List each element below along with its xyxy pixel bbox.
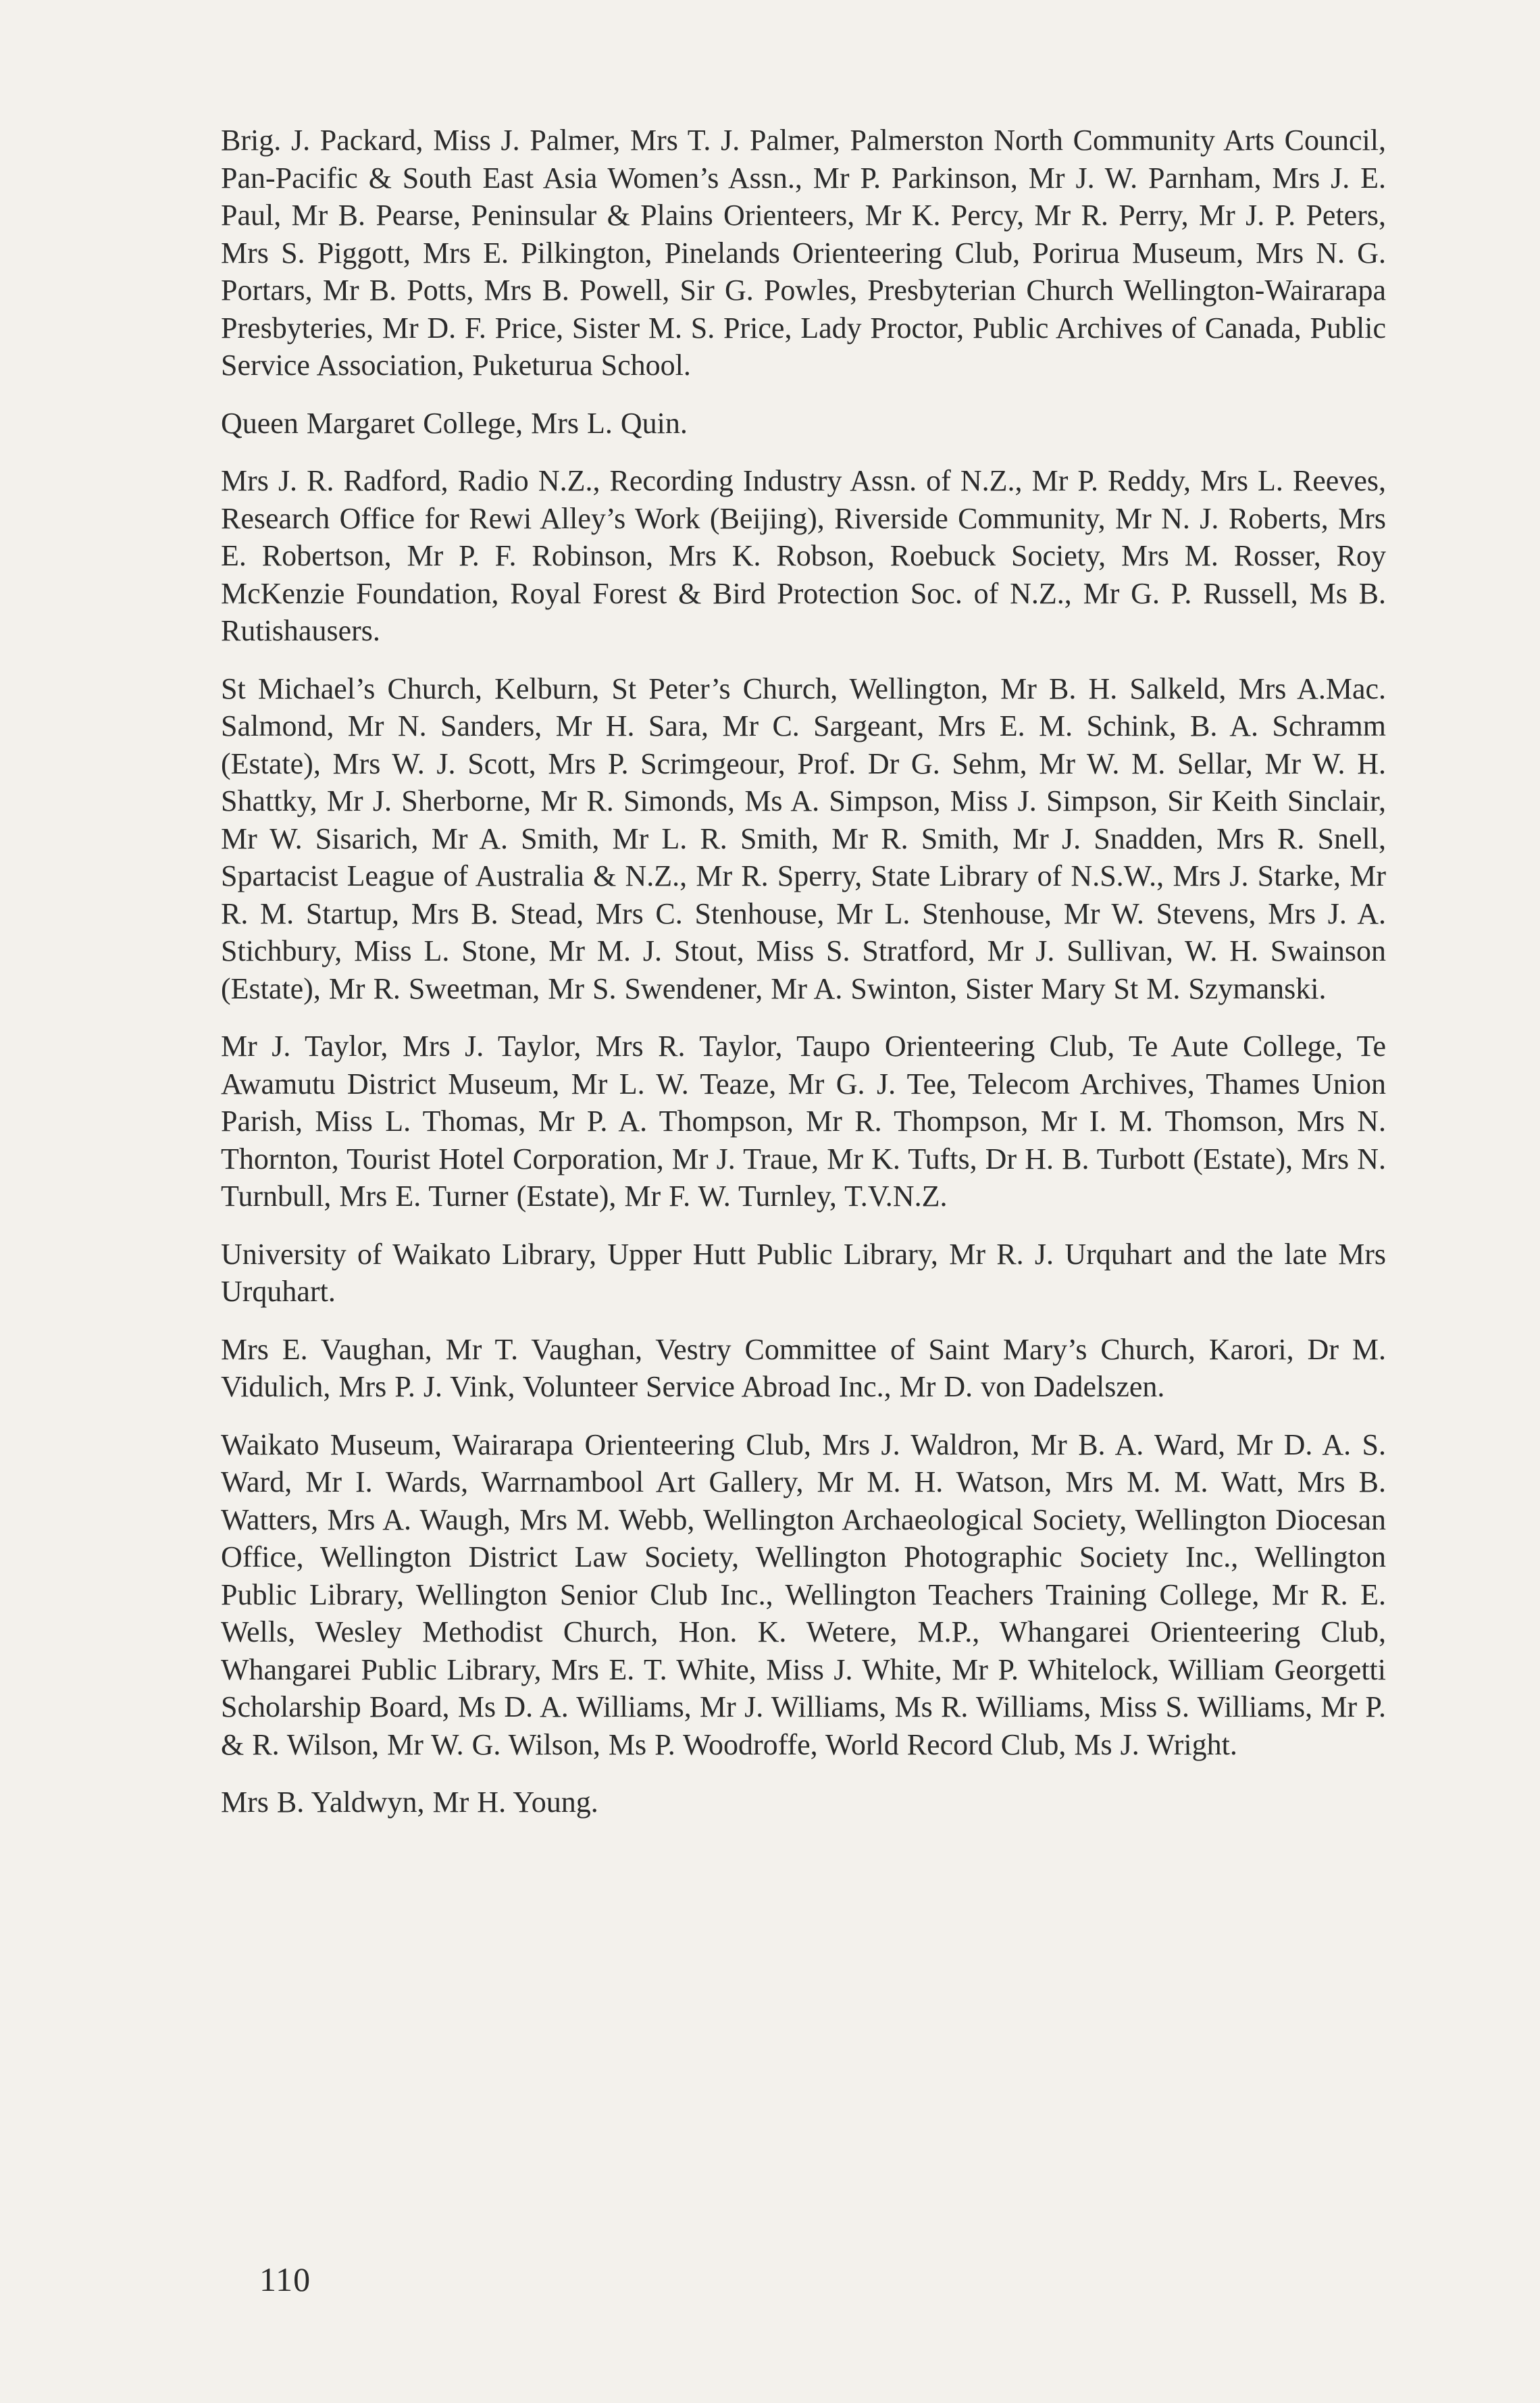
acknowledgements-list (221, 122, 1386, 1842)
paragraph-q: Queen Margaret College, Mrs L. Quin. (221, 406, 688, 440)
paragraph-p: Brig. J. Packard, Miss J. Palmer, Mrs T. J. Palmer, Palmerston North Community Arts Council, Pan-Pacific & South East Asia Women’s Assn., Mr P. Parkinson, Mr J. W. Parnham, Mrs J. E. Paul, Mr B. Pearse, Peninsular & Plains Orienteers, Mr K. Percy, Mr R. Perry, Mr J. P. Peters, Mrs S. Piggott, Mrs E. Pilkington, Pinelands Orienteering Club, Porirua Museum, Mrs N. G. Portars, Mr B. Potts, Mrs B. Powell, Sir G. Powles, Presbyterian Church Wellington-Wairarapa Presbyteries, Mr D. F. Price, Sister M. S. Price, Lady Proctor, Public Archives of Canada, Public Service Association, Puketurua School. (221, 124, 1386, 382)
paragraph-s: St Michael’s Church, Kelburn, St Peter’s Church, Wellington, Mr B. H. Salkeld, Mrs A.Mac. Salmond, Mr N. Sanders, Mr H. Sara, Mr C. Sargeant, Mrs E. M. Schink, B. A. Schramm (Estate), Mrs W. J. Scott, Mrs P. Scrimgeour, Prof. Dr G. Sehm, Mr W. M. Sellar, Mr W. H. Shattky, Mr J. Sherborne, Mr R. Simonds, Ms A. Simpson, Miss J. Simpson, Sir Keith Sinclair, Mr W. Sisarich, Mr A. Smith, Mr L. R. Smith, Mr R. Smith, Mr J. Snadden, Mrs R. Snell, Spartacist League of Australia & N.Z., Mr R. Sperry, State Library of N.S.W., Mrs J. Starke, Mr R. M. Startup, Mrs B. Stead, Mrs C. Stenhouse, Mr L. Stenhouse, Mr W. Stevens, Mrs J. A. Stichbury, Miss L. Stone, Mr M. J. Stout, Miss S. Stratford, Mr J. Sullivan, W. H. Swainson (Estate), Mr R. Sweetman, Mr S. Swendener, Mr A. Swinton, Sister Mary St M. Szymanski. (221, 672, 1386, 1005)
paragraph-y: Mrs B. Yaldwyn, Mr H. Young. (221, 1786, 598, 1819)
paragraph-t: Mr J. Taylor, Mrs J. Taylor, Mrs R. Taylor, Taupo Orienteering Club, Te Aute College, Te Awamutu District Museum, Mr L. W. Teaze, Mr G. J. Tee, Telecom Archives, Thames Union Parish, Miss L. Thomas, Mr P. A. Thompson, Mr R. Thompson, Mr I. M. Thomson, Mrs N. Thornton, Tourist Hotel Corporation, Mr J. Traue, Mr K. Tufts, Dr H. B. Turbott (Estate), Mrs N. Turnbull, Mrs E. Turner (Estate), Mr F. W. Turnley, T.V.N.Z. (221, 1030, 1386, 1213)
paragraph-r: Mrs J. R. Radford, Radio N.Z., Recording Industry Assn. of N.Z., Mr P. Reddy, Mrs L. Reeves, Research Office for Rewi Alley’s Work (Beijing), Riverside Community, Mr N. J. Roberts, Mrs E. Robertson, Mr P. F. Robinson, Mrs K. Robson, Roebuck Society, Mrs M. Rosser, Roy McKenzie Foundation, Royal Forest & Bird Protection Soc. of N.Z., Mr G. P. Russell, Ms B. Rutishausers. (221, 464, 1386, 647)
paragraph-u: University of Waikato Library, Upper Hutt Public Library, Mr R. J. Urquhart and the late Mrs Urquhart. (221, 1237, 1386, 1308)
paragraph-w: Waikato Museum, Wairarapa Orienteering Club, Mrs J. Waldron, Mr B. A. Ward, Mr D. A. S. Ward, Mr I. Wards, Warrnambool Art Gallery, Mr M. H. Watson, Mrs M. M. Watt, Mrs B. Watters, Mrs A. Waugh, Mrs M. Webb, Wellington Archaeological Society, Wellington Diocesan Office, Wellington District Law Society, Wellington Photographic Society Inc., Wellington Public Library, Wellington Senior Club Inc., Wellington Teachers Training College, Mr R. E. Wells, Wesley Methodist Church, Hon. K. Wetere, M.P., Whangarei Orienteering Club, Whangarei Public Library, Mrs E. T. White, Miss J. White, Mr P. Whitelock, William Georgetti Scholarship Board, Ms D. A. Williams, Mr J. Williams, Ms R. Williams, Miss S. Williams, Mr P. & R. Wilson, Mr W. G. Wilson, Ms P. Woodroffe, World Record Club, Ms J. Wright. (221, 1427, 1386, 1761)
paragraph-v: Mrs E. Vaughan, Mr T. Vaughan, Vestry Committee of Saint Mary’s Church, Karori, Dr M. Vidulich, Mrs P. J. Vink, Volunteer Service Abroad Inc., Mr D. von Dadelszen. (221, 1332, 1386, 1403)
page-number: 110 (259, 2260, 311, 2298)
